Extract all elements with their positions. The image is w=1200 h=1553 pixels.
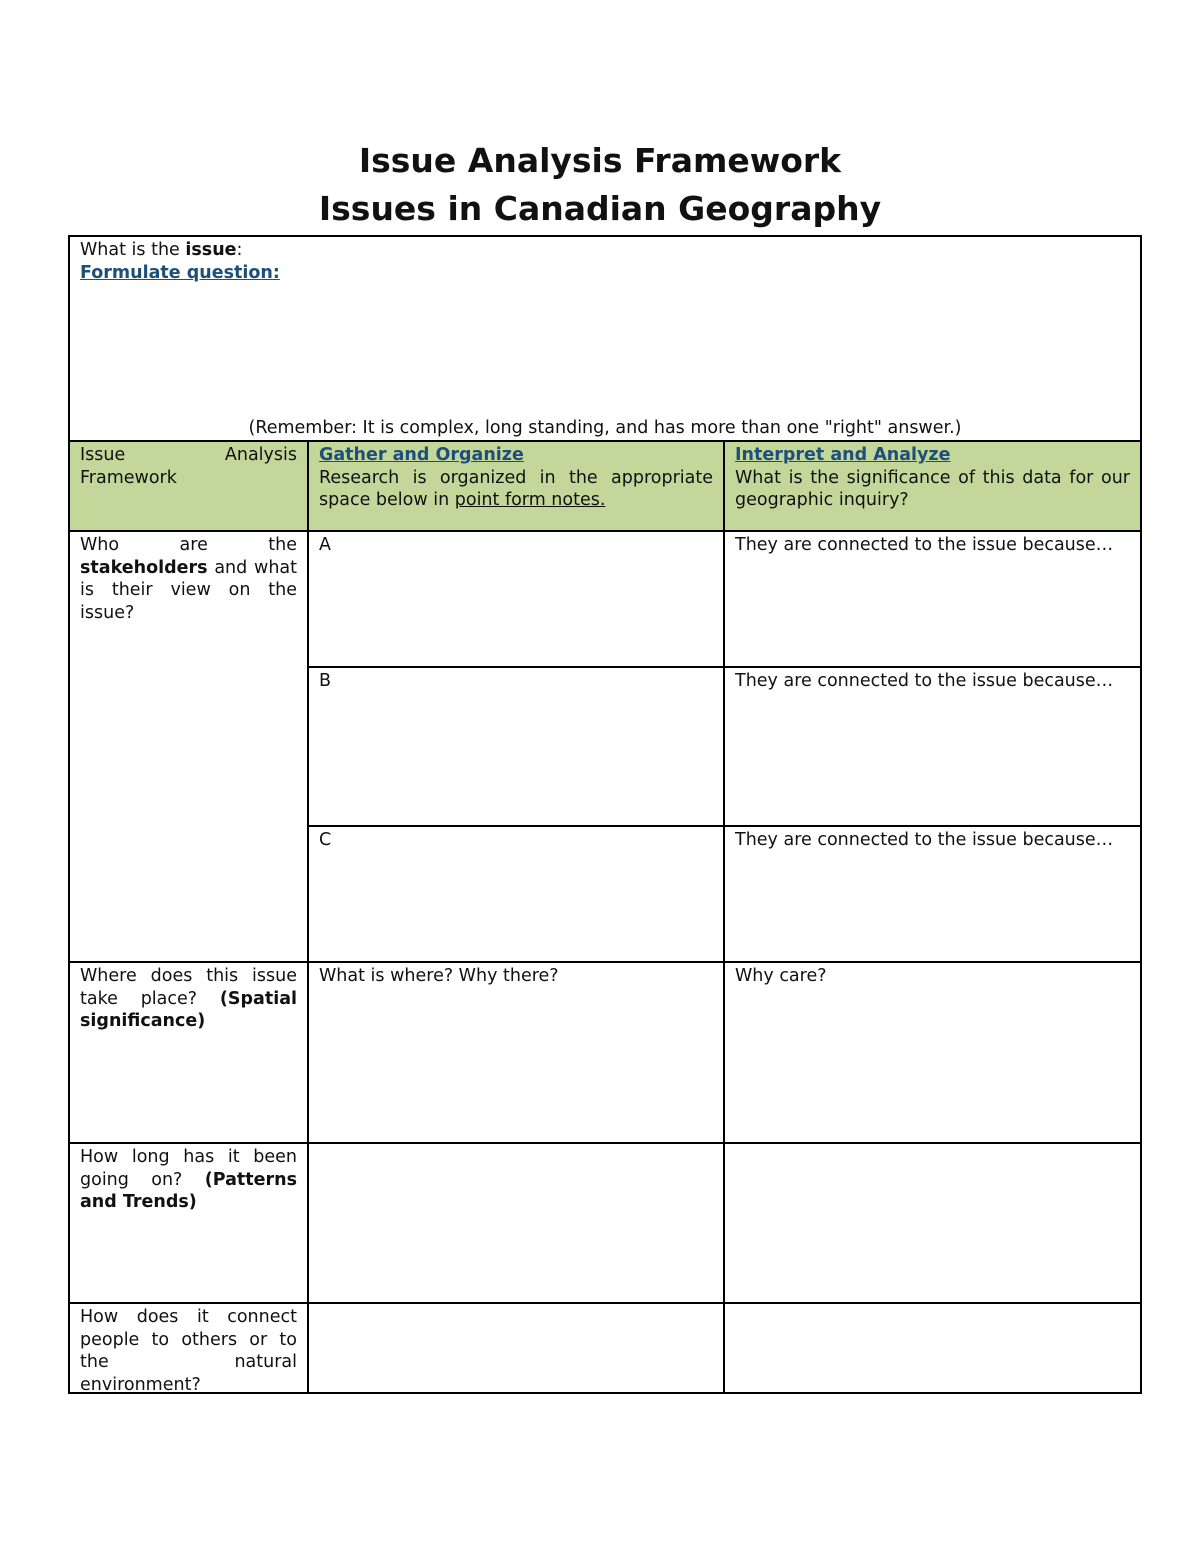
stakeholders-q-line1: Who are the — [80, 535, 297, 555]
stakeholder-c-label: C — [319, 830, 332, 850]
framework-table — [68, 235, 1142, 1394]
connect-gather-cell[interactable] — [307, 1302, 725, 1394]
connect-analyze-cell[interactable] — [723, 1302, 1142, 1394]
stakeholder-a-label: A — [319, 535, 331, 555]
patterns-analyze-cell[interactable] — [723, 1142, 1142, 1304]
header-interpret-analyze: Interpret and Analyze What is the significance of this data for our geographic inquiry? — [723, 440, 1142, 532]
header-gather-organize: Gather and Organize Research is organized in the appropriate space below in point form notes. — [307, 440, 725, 532]
header-framework: Issue Analysis Framework — [68, 440, 309, 532]
stakeholder-a-cell[interactable] — [307, 530, 725, 668]
stakeholder-c-analysis[interactable]: They are connected to the issue because… — [723, 825, 1142, 963]
stakeholder-b-label: B — [319, 671, 332, 691]
issue-cell[interactable] — [68, 235, 1142, 442]
stakeholder-b-cell[interactable] — [307, 666, 725, 827]
stakeholder-c-cell[interactable] — [307, 825, 725, 963]
spatial-question: Where does this issue take place? (Spatial significance) — [68, 961, 309, 1144]
stakeholder-b-analysis[interactable]: They are connected to the issue because… — [723, 666, 1142, 827]
formulate-question-label: Formulate question: — [80, 262, 280, 283]
spatial-analyze-cell[interactable]: Why care? — [723, 961, 1142, 1144]
issue-prompt: What is the issue: — [80, 240, 243, 260]
stakeholder-a-analysis[interactable]: They are connected to the issue because… — [723, 530, 1142, 668]
page-title: Issue Analysis Framework — [358, 141, 842, 180]
spatial-gather-cell[interactable]: What is where? Why there? — [307, 961, 725, 1144]
patterns-gather-cell[interactable] — [307, 1142, 725, 1304]
page-subtitle: Issues in Canadian Geography — [318, 189, 882, 228]
connect-question: How does it connect people to others or to the natural environment? — [68, 1302, 309, 1394]
remember-note: (Remember: It is complex, long standing, and has more than one "right" answer.) — [248, 418, 962, 439]
patterns-question: How long has it been going on? (Patterns and Trends) — [68, 1142, 309, 1304]
stakeholders-question: Who are the stakeholders and what is their view on the issue? — [68, 530, 309, 963]
